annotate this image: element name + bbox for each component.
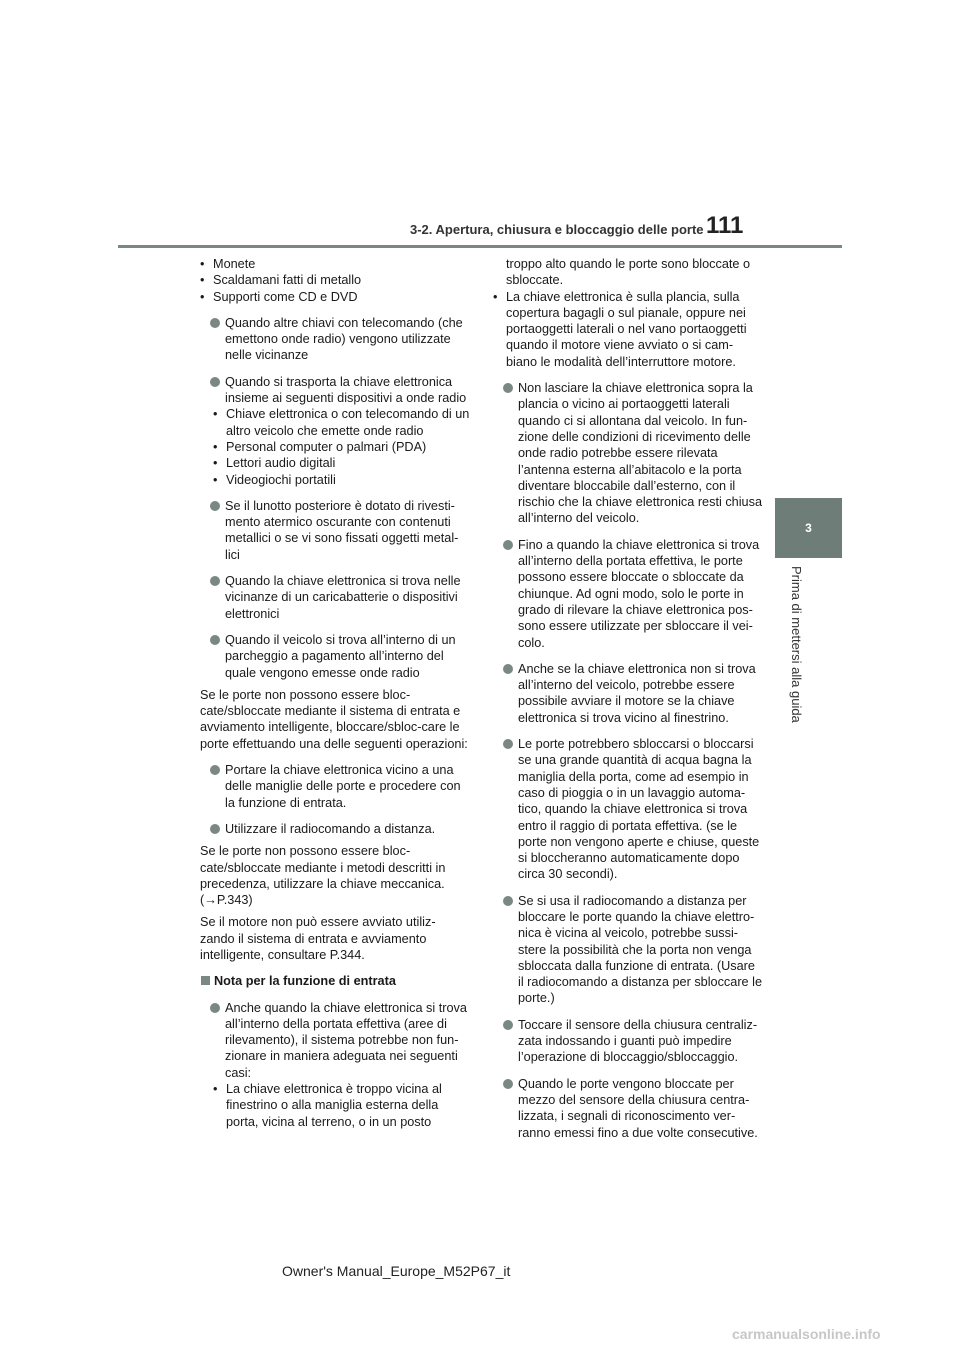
list-item: • La chiave elettronica è troppo vicina al finestrino o alla maniglia esterna della porta, vicina al terreno, o in un posto bbox=[213, 1082, 442, 1129]
right-column bbox=[493, 256, 763, 1141]
left-column bbox=[200, 256, 470, 1130]
circle-item-text: Non lasciare la chiave elettronica sopra la plancia o vicino ai portaoggetti laterali quando ci si allontana dal veicolo. In fun-zione delle condizioni di ricevimento delle onde radio potrebbe essere rilevata l’antenna esterna all’abitacolo e la porta diventare bloccabile dall’esterno, con il rischio che la chiave elettronica resti chiusa all’interno del veicolo. bbox=[518, 381, 762, 526]
manual-label: Owner's Manual_Europe_M52P67_it bbox=[282, 1263, 511, 1279]
list-item-continuation: troppo alto quando le porte sono bloccate o sbloccate. bbox=[506, 257, 751, 288]
circle-bullet-icon bbox=[210, 501, 220, 511]
list-item-text: La chiave elettronica è sulla plancia, sulla copertura bagagli o sul pianale, oppure nei portaoggetti laterali o nel vano portaoggetti quando il motore viene avviato o si cam-biano le modalità dell’interruttore motore. bbox=[506, 289, 747, 369]
list-item: • Supporti come CD e DVD bbox=[200, 289, 358, 304]
list-item-text: La chiave elettronica è troppo vicina al finestrino o alla maniglia esterna della porta, vicina al terreno, o in un posto bbox=[226, 1082, 442, 1129]
heading-text: Nota per la funzione di entrata bbox=[214, 974, 396, 989]
circle-item bbox=[200, 632, 470, 681]
list-item-text: Personal computer o palmari (PDA) bbox=[226, 439, 427, 454]
circle-bullet-icon bbox=[503, 896, 513, 906]
circle-item bbox=[200, 498, 470, 563]
circle-item-text: Quando le porte vengono bloccate per mezzo del sensore della chiusura centra-lizzata, i segnali di riconoscimento ver-ranno emessi fino a due volte consecutive. bbox=[518, 1076, 758, 1140]
page-number: 111 bbox=[706, 212, 744, 239]
circle-item bbox=[200, 573, 470, 622]
circle-bullet-icon bbox=[210, 576, 220, 586]
circle-item-text: Utilizzare il radiocomando a distanza. bbox=[225, 821, 436, 836]
list-item: • Scaldamani fatti di metallo bbox=[200, 273, 362, 288]
header-rule bbox=[118, 245, 842, 248]
circle-item-text: Fino a quando la chiave elettronica si trova all’interno della portata effettiva, le porte possono essere bloccate o sbloccate da chiunque. Ad ogni modo, solo le porte in grado di rilevare la chiave elettronica pos-sono essere utilizzate per sbloccare il vei-colo. bbox=[518, 537, 760, 650]
list-item-text: Monete bbox=[213, 257, 256, 271]
circle-item bbox=[200, 1000, 470, 1130]
list-item: • Chiave elettronica o con telecomando di un altro veicolo che emette onde radio bbox=[213, 407, 470, 438]
circle-bullet-icon bbox=[503, 739, 513, 749]
list-item: • Lettori audio digitali bbox=[213, 456, 336, 471]
circle-item bbox=[493, 1017, 763, 1066]
chapter-tab bbox=[775, 498, 842, 558]
circle-item-text: Quando la chiave elettronica si trova nelle vicinanze di un caricabatterie o dispositivi elettronici bbox=[225, 574, 461, 621]
circle-item-text: Portare la chiave elettronica vicino a una delle maniglie delle porte e procedere con la funzione di entrata. bbox=[225, 763, 461, 810]
circle-bullet-icon bbox=[210, 765, 220, 775]
watermark: carmanualsonline.info bbox=[732, 1326, 881, 1342]
circle-bullet-icon bbox=[210, 318, 220, 328]
chapter-number: 3 bbox=[805, 521, 812, 535]
list-item-text: Videogiochi portatili bbox=[226, 472, 336, 487]
list-item-text: Supporti come CD e DVD bbox=[213, 289, 358, 304]
list-item-text: Lettori audio digitali bbox=[226, 456, 336, 471]
circle-item bbox=[493, 380, 763, 527]
circle-item bbox=[200, 315, 470, 364]
circle-item-text: Toccare il sensore della chiusura centraliz-zata indossando i guanti può impedire l’operazione di bloccaggio/sbloccaggio. bbox=[518, 1017, 758, 1065]
list-item: • La chiave elettronica è sulla plancia, sulla copertura bagagli o sul pianale, oppure nei portaoggetti laterali o nel vano portaoggetti quando il motore viene avviato o si cam-biano le modalità dell’interruttore motore. bbox=[493, 289, 747, 369]
circle-item bbox=[493, 661, 763, 726]
list-item: • Personal computer o palmari (PDA) bbox=[213, 439, 427, 454]
circle-item-text: Anche se la chiave elettronica non si trova all’interno del veicolo, potrebbe essere possibile avviare il motore se la chiave elettronica si trova vicino al finestrino. bbox=[518, 661, 756, 725]
circle-item-text: Quando il veicolo si trova all’interno di un parcheggio a pagamento all’interno del quale vengono emesse onde radio bbox=[225, 632, 456, 680]
list-item-text: Scaldamani fatti di metallo bbox=[213, 273, 362, 288]
circle-bullet-icon bbox=[503, 540, 513, 550]
section-heading bbox=[200, 973, 470, 989]
circle-bullet-icon bbox=[210, 824, 220, 834]
circle-bullet-icon bbox=[210, 1003, 220, 1013]
page-reference[interactable]: (→P.343) bbox=[200, 893, 253, 908]
chapter-title: Prima di mettersi alla guida bbox=[789, 566, 804, 723]
circle-bullet-icon bbox=[503, 383, 513, 393]
circle-item bbox=[200, 762, 470, 811]
paragraph bbox=[200, 843, 470, 908]
circle-item-text: Se il lunotto posteriore è dotato di rivesti-mento atermico oscurante con contenuti metallici o se vi sono fissati oggetti metal-lici bbox=[225, 498, 459, 562]
circle-item-text: Le porte potrebbero sbloccarsi o bloccarsi se una grande quantità di acqua bagna la maniglia della porta, come ad esempio in caso di pioggia o in un lavaggio automa-tico, quando la chiave elettronica si trova entro il raggio di portata effettiva. (se le porte non vengono aperte e chiuse, queste si bloccheranno automaticamente dopo circa 30 secondi). bbox=[518, 737, 760, 882]
circle-item bbox=[493, 893, 763, 1007]
circle-item-text: Anche quando la chiave elettronica si trova all’interno della portata effettiva (aree di rilevamento), il sistema potrebbe non fun-zionare in maniera adeguata nei seguenti casi: bbox=[225, 1000, 467, 1080]
circle-item bbox=[200, 821, 470, 837]
circle-item bbox=[493, 1076, 763, 1141]
square-bullet-icon bbox=[201, 976, 210, 985]
circle-item-text: Quando si trasporta la chiave elettronica insieme ai seguenti dispositivi a onde radio bbox=[225, 374, 467, 406]
paragraph: Se il motore non può essere avviato utiliz-zando il sistema di entrata e avviamento intelligente, consultare P.344. bbox=[200, 915, 436, 962]
circle-bullet-icon bbox=[210, 635, 220, 645]
circle-item bbox=[493, 537, 763, 651]
list-item: • Monete bbox=[200, 257, 256, 271]
circle-item-text: Quando altre chiavi con telecomando (che emettono onde radio) vengono utilizzate nelle vicinanze bbox=[225, 315, 463, 363]
circle-item bbox=[200, 374, 470, 488]
section-title: 3-2. Apertura, chiusura e bloccaggio delle porte bbox=[410, 222, 704, 237]
circle-bullet-icon bbox=[503, 1079, 513, 1089]
list-item: • Videogiochi portatili bbox=[213, 472, 336, 487]
paragraph-text: Se le porte non possono essere bloc-cate/sbloccate mediante i metodi descritti in precedenza, utilizzare la chiave meccanica. bbox=[200, 844, 446, 891]
paragraph: Se le porte non possono essere bloc-cate/sbloccate mediante il sistema di entrata e avviamento intelligente, bloccare/sbloc-care le porte effettuando una delle seguenti operazioni: bbox=[200, 687, 468, 751]
circle-bullet-icon bbox=[503, 664, 513, 674]
circle-bullet-icon bbox=[210, 377, 220, 387]
circle-bullet-icon bbox=[503, 1020, 513, 1030]
list-item-text: Chiave elettronica o con telecomando di un altro veicolo che emette onde radio bbox=[226, 407, 470, 438]
circle-item-text: Se si usa il radiocomando a distanza per bloccare le porte quando la chiave elettro-nica è vicina al veicolo, potrebbe sussi-stere la possibilità che la porta non venga sbloccata dalla funzione di entrata. (Usare il radiocomando a distanza per sbloccare le porte.) bbox=[518, 893, 763, 1006]
circle-item bbox=[493, 736, 763, 883]
